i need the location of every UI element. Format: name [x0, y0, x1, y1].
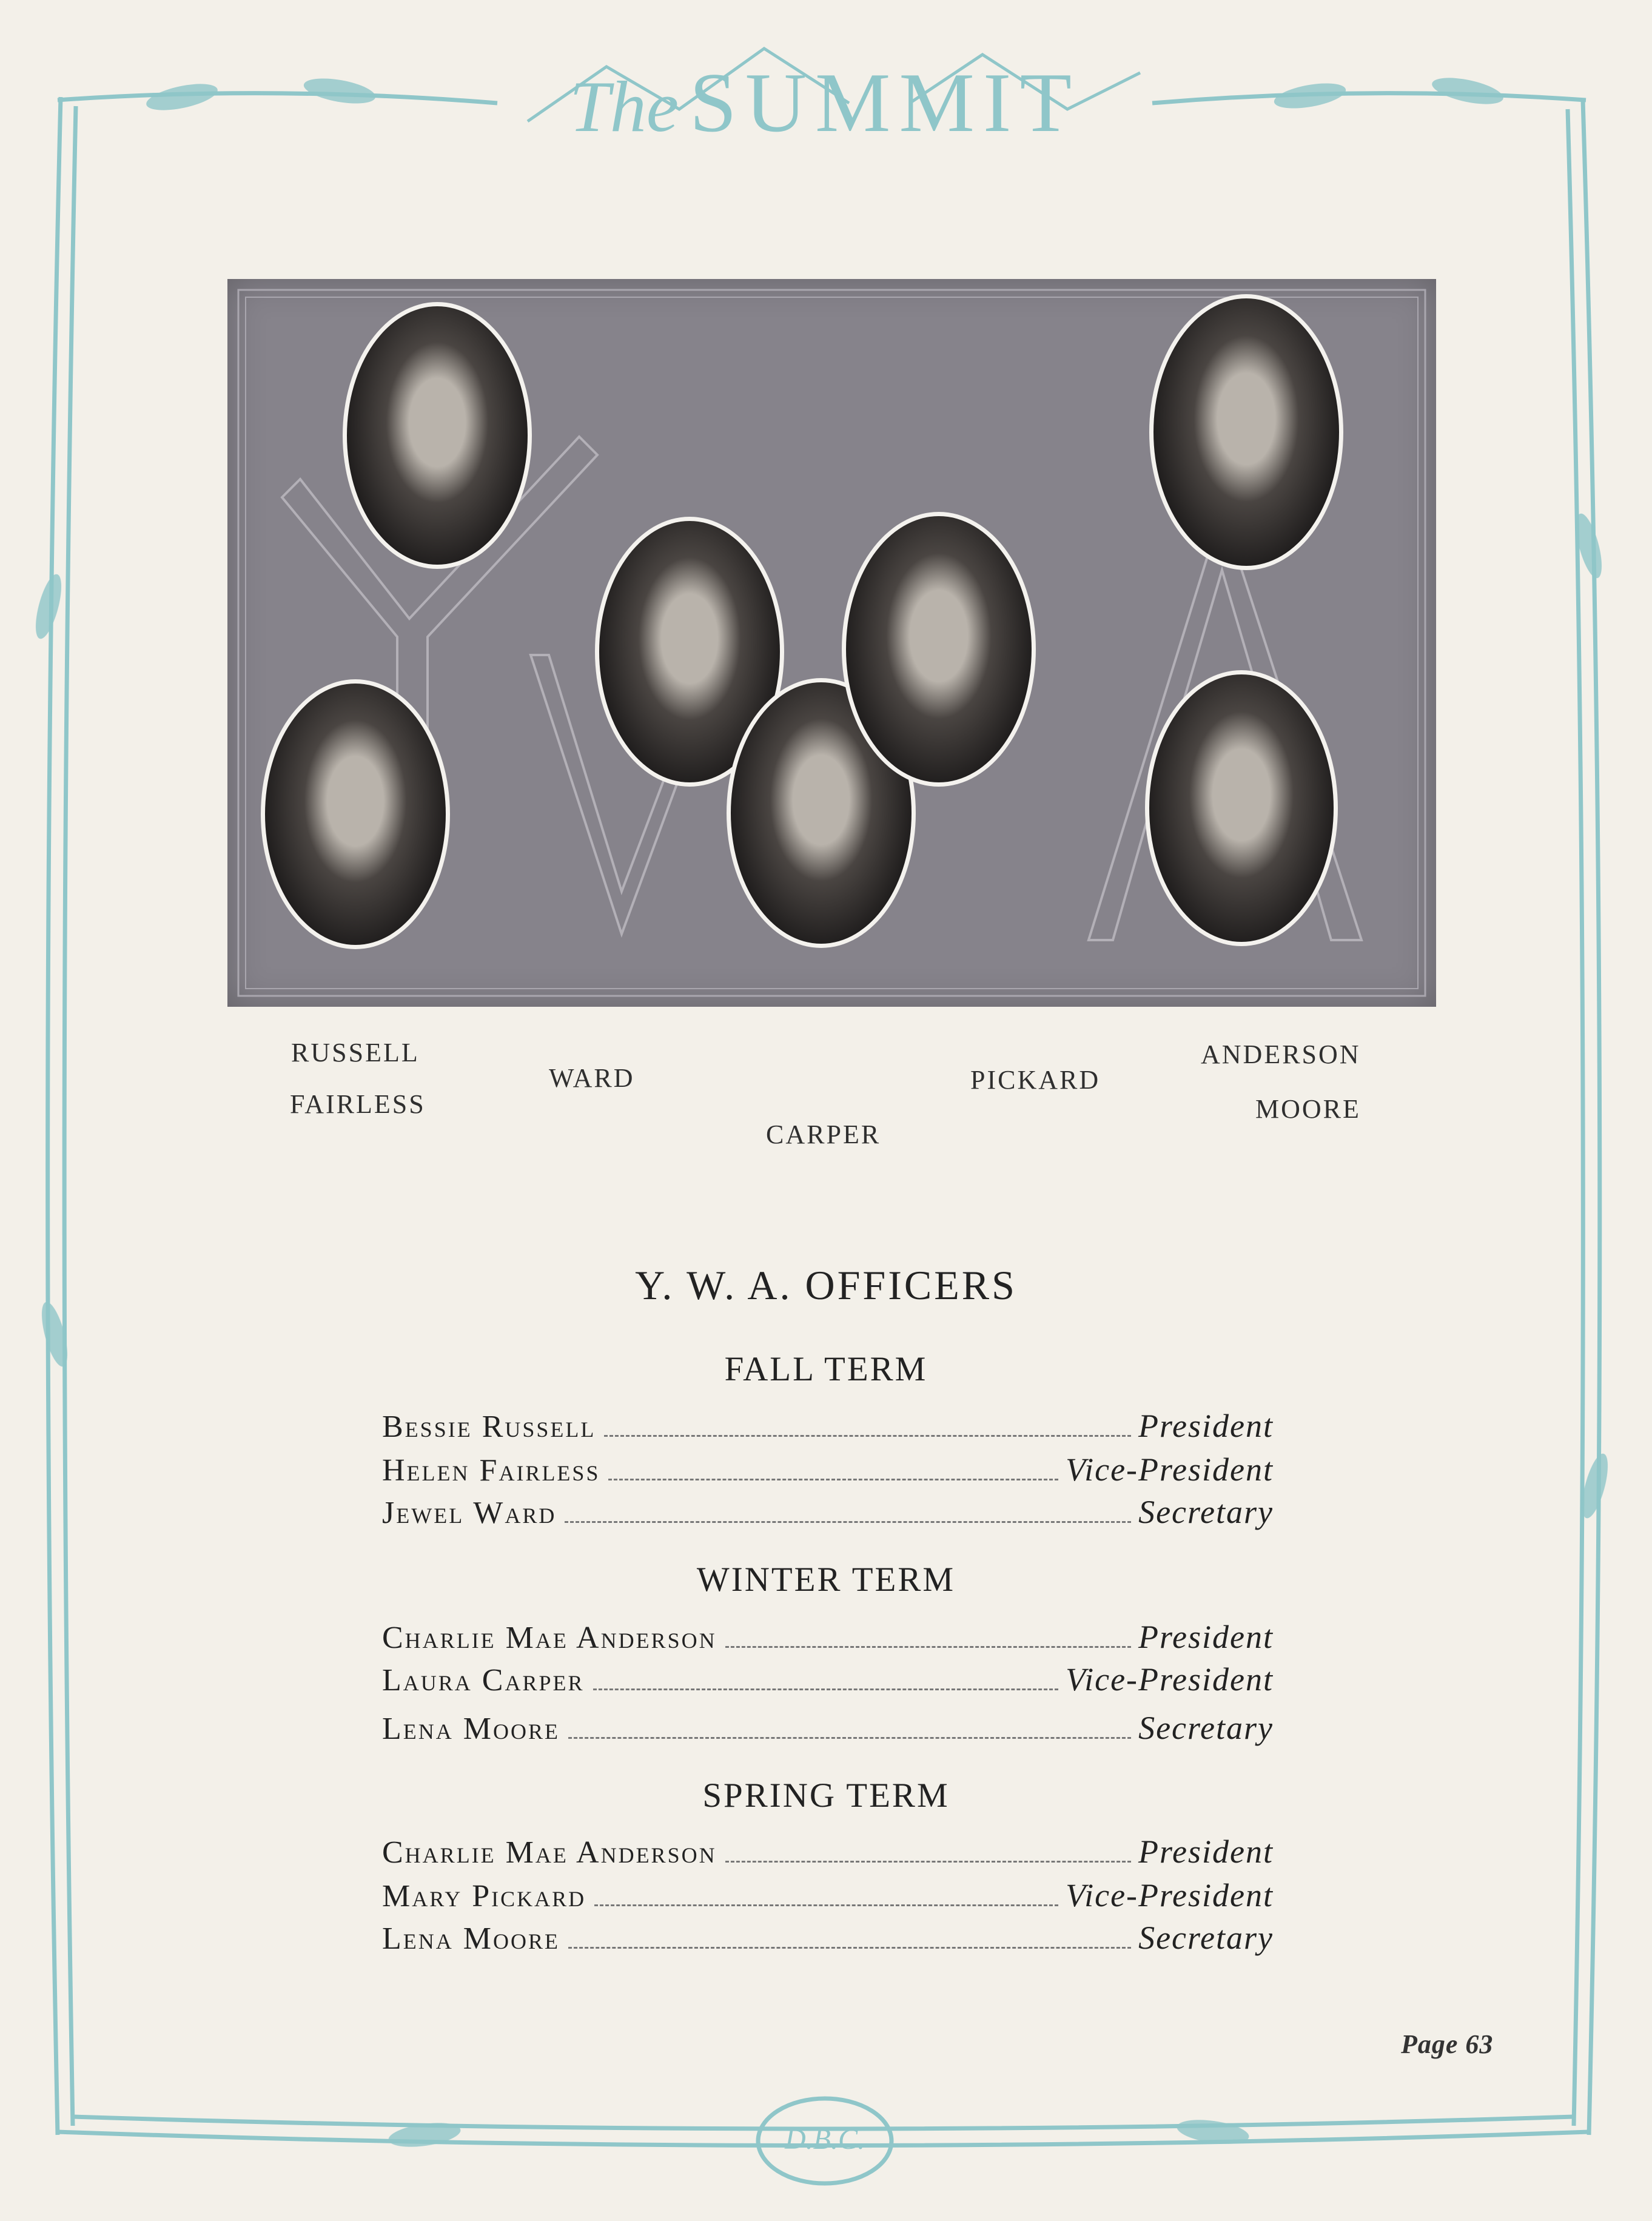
officer-role: President: [1138, 1833, 1274, 1870]
officer-role: Vice-President: [1066, 1877, 1274, 1914]
group-photo: [227, 279, 1436, 1007]
officer-row: [382, 1919, 1274, 1955]
leader-dots: [725, 1861, 1131, 1863]
label-ward: WARD: [549, 1063, 635, 1093]
label-russell: RUSSELL: [291, 1038, 420, 1067]
portrait-fairless: [261, 679, 450, 949]
officer-row: [382, 1661, 1274, 1697]
officer-name: Bessie Russell: [382, 1410, 596, 1444]
leader-dots: [604, 1435, 1131, 1437]
portrait-pickard: [842, 512, 1036, 787]
portrait-anderson: [1149, 294, 1343, 570]
leader-dots: [568, 1737, 1131, 1739]
officer-role: Vice-President: [1066, 1661, 1274, 1698]
label-moore: MOORE: [1255, 1094, 1361, 1124]
officer-name: Lena Moore: [382, 1712, 560, 1746]
emblem-text: D.B.C.: [785, 2123, 865, 2155]
officer-role: Secretary: [1138, 1494, 1274, 1530]
label-pickard: PICKARD: [970, 1065, 1101, 1095]
portrait-russell: [343, 302, 532, 569]
officer-name: Helen Fairless: [382, 1453, 600, 1488]
portrait-moore: [1145, 670, 1338, 946]
masthead-word: SUMMIT: [689, 56, 1081, 150]
masthead-title: [497, 58, 1152, 149]
leader-dots: [565, 1521, 1131, 1523]
term-title-spring: SPRING TERM: [702, 1776, 950, 1815]
masthead-the: The: [569, 66, 679, 147]
officer-row: [382, 1493, 1274, 1530]
officer-name: Charlie Mae Anderson: [382, 1835, 717, 1870]
leader-dots: [594, 1904, 1058, 1906]
officers-heading: Y. W. A. OFFICERS: [635, 1262, 1017, 1308]
leader-dots: [725, 1646, 1131, 1648]
officer-role: President: [1138, 1619, 1274, 1655]
officer-name: Lena Moore: [382, 1921, 560, 1956]
officer-name: Jewel Ward: [382, 1496, 557, 1530]
label-carper: CARPER: [766, 1120, 881, 1149]
officer-row: [382, 1407, 1274, 1443]
officer-row: [382, 1877, 1274, 1913]
label-anderson: ANDERSON: [1201, 1040, 1361, 1069]
label-fairless: FAIRLESS: [290, 1089, 426, 1119]
term-title-fall: FALL TERM: [724, 1350, 928, 1388]
officer-role: Vice-President: [1066, 1451, 1274, 1488]
officer-row: [382, 1709, 1274, 1746]
leader-dots: [608, 1479, 1058, 1480]
officer-role: President: [1138, 1408, 1274, 1444]
officer-row: [382, 1451, 1274, 1487]
officer-name: Charlie Mae Anderson: [382, 1621, 717, 1655]
page-number: Page 63: [1401, 2029, 1494, 2059]
officer-name: Mary Pickard: [382, 1879, 586, 1914]
term-title-winter: WINTER TERM: [696, 1561, 956, 1599]
officer-name: Laura Carper: [382, 1663, 585, 1698]
officer-row: [382, 1618, 1274, 1655]
leader-dots: [593, 1688, 1059, 1690]
officer-role: Secretary: [1138, 1920, 1274, 1956]
leader-dots: [568, 1947, 1131, 1949]
officer-row: [382, 1833, 1274, 1869]
officer-role: Secretary: [1138, 1710, 1274, 1746]
